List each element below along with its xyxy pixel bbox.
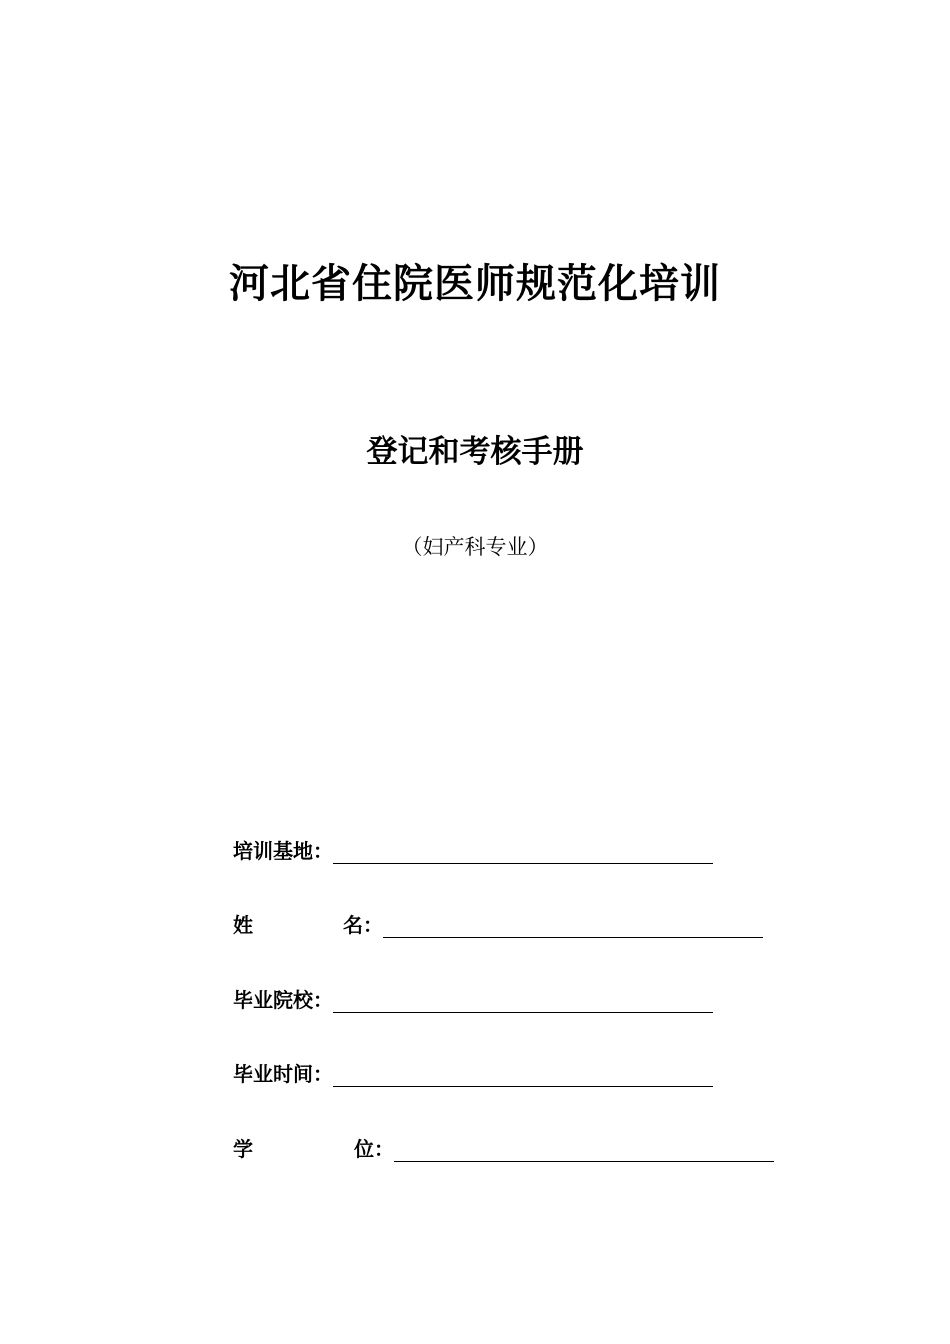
graduation-school-field [233,984,713,1014]
training-base-label: 培训基地： [233,839,333,863]
graduation-time-field [233,1058,713,1088]
graduation-school-label: 毕业院校： [233,988,333,1012]
graduation-time-blank-line [333,1086,713,1087]
name-label-end: 名： [343,913,383,937]
degree-label-start: 学 [233,1137,253,1161]
name-label-start: 姓 [233,913,253,937]
degree-field [233,1133,774,1163]
training-base-field [233,835,713,865]
document-title: 河北省住院医师规范化培训 [229,261,721,307]
name-field [233,909,763,939]
document-subtitle: 登记和考核手册 [366,434,584,470]
training-base-blank-line [333,863,713,864]
name-blank-line [383,937,763,938]
specialty-label: （妇产科专业） [401,535,549,559]
graduation-school-blank-line [333,1012,713,1013]
degree-blank-line [394,1161,774,1162]
graduation-time-label: 毕业时间： [233,1062,333,1086]
degree-label-end: 位： [354,1137,394,1161]
